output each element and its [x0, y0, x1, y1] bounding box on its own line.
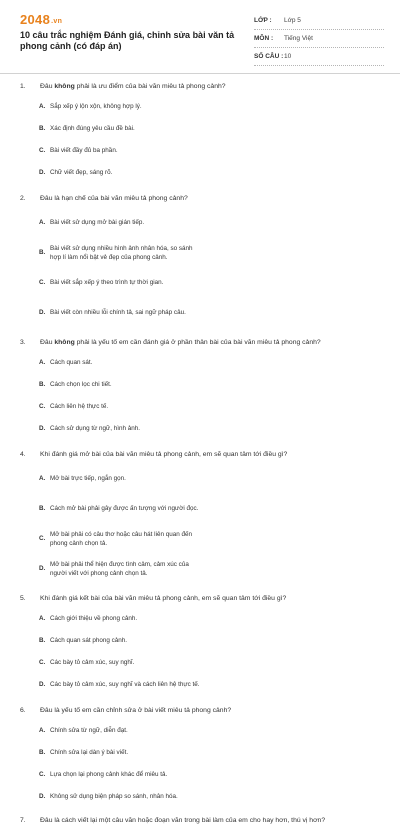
option-letter: C.	[39, 147, 46, 155]
option-text: Bài viết đầy đủ ba phần.	[50, 147, 118, 155]
option-c[interactable]	[39, 524, 211, 554]
stem-part: phải là yếu tố em cần đánh giá ở phần thân bài của bài văn miêu tả phong cảnh?	[74, 339, 321, 346]
site-logo[interactable]	[20, 12, 62, 27]
question-stem	[0, 336, 400, 350]
question-text	[40, 194, 380, 206]
option-letter: A.	[39, 219, 46, 227]
option-text: Sắp xếp ý lộn xộn, không hợp lý.	[50, 103, 142, 111]
option-text: Mở bài phải có câu thơ hoặc câu hát liên quan đến phong cảnh chọn tả.	[50, 530, 192, 547]
question-number: 4.	[20, 451, 26, 458]
stem-emphasis: không	[54, 339, 75, 346]
question-2	[0, 192, 400, 328]
option-grid	[0, 206, 400, 328]
meta-key: LỚP :	[254, 17, 272, 24]
option-text: Mở bài phải thể hiện được tình cảm, cảm xúc của người viết với phong cảnh chọn tả.	[50, 560, 189, 577]
option-a[interactable]	[39, 608, 211, 630]
stem-part: phải là ưu điểm của bài văn miêu tả phong cảnh?	[74, 83, 226, 90]
option-grid	[0, 718, 400, 808]
option-d[interactable]	[39, 786, 211, 808]
option-letter: C.	[39, 535, 46, 543]
option-letter: B.	[39, 637, 46, 645]
question-number: 2.	[20, 195, 26, 202]
meta-row-subject	[254, 30, 384, 48]
option-letter: B.	[39, 381, 46, 389]
option-a[interactable]	[39, 464, 211, 494]
stem-part: Đâu là hạn chế của bài văn miêu tả phong cảnh?	[40, 195, 188, 202]
meta-row-count	[254, 48, 384, 66]
option-letter: B.	[39, 749, 46, 757]
option-a[interactable]	[39, 96, 211, 118]
option-a[interactable]	[39, 352, 211, 374]
question-stem	[0, 704, 400, 718]
header-divider	[0, 73, 400, 74]
question-text	[40, 706, 380, 718]
question-6	[0, 704, 400, 808]
option-letter: B.	[39, 125, 46, 133]
meta-value: 10	[284, 53, 292, 60]
question-text	[40, 338, 380, 350]
question-5	[0, 592, 400, 696]
option-letter: C.	[39, 771, 46, 779]
document-title: 10 câu trắc nghiệm Đánh giá, chỉnh sửa bài văn tả phong cảnh (có đáp án)	[20, 30, 235, 51]
option-letter: A.	[39, 475, 46, 483]
option-text: Cách quan sát phong cảnh.	[50, 637, 128, 645]
option-letter: A.	[39, 727, 46, 735]
option-text: Chính sửa lại dàn ý bài viết.	[50, 749, 129, 757]
meta-key: SỐ CÂU :	[254, 53, 284, 60]
stem-part: Đâu là yếu tố em cần chỉnh sửa ở bài viết miêu tả phong cảnh?	[40, 707, 232, 714]
stem-emphasis: không	[54, 83, 75, 90]
option-text: Cách sử dụng từ ngữ, hình ảnh.	[50, 425, 141, 433]
question-7	[0, 816, 400, 826]
option-letter: A.	[39, 359, 46, 367]
stem-part: Đâu	[40, 339, 55, 346]
logo-text: 2048	[20, 12, 51, 27]
option-letter: C.	[39, 279, 46, 287]
option-letter: D.	[39, 793, 46, 801]
option-d[interactable]	[39, 554, 211, 584]
meta-table	[254, 12, 384, 66]
question-number: 7.	[20, 817, 26, 824]
stem-part: Đâu	[40, 83, 55, 90]
option-letter: D.	[39, 681, 46, 689]
option-text: Cách quan sát.	[50, 359, 93, 367]
question-number: 5.	[20, 595, 26, 602]
question-1	[0, 80, 400, 184]
option-b[interactable]	[39, 238, 211, 268]
option-c[interactable]	[39, 764, 211, 786]
question-text: Đâu là cách viết lại một câu văn hoặc đoạn văn trong bài làm của em cho hay hơn, thú vị hơn?	[40, 817, 326, 824]
question-number: 6.	[20, 707, 26, 714]
option-c[interactable]	[39, 396, 211, 418]
option-letter: C.	[39, 659, 46, 667]
meta-value: Tiếng Việt	[284, 35, 313, 42]
meta-key: MÔN :	[254, 35, 274, 42]
option-b[interactable]	[39, 494, 211, 524]
option-letter: B.	[39, 249, 46, 257]
option-text: Cách giới thiệu về phong cảnh.	[50, 615, 138, 623]
option-letter: B.	[39, 505, 46, 513]
option-letter: D.	[39, 425, 46, 433]
option-d[interactable]	[39, 162, 211, 184]
option-text: Cách liên hệ thực tế.	[50, 403, 109, 411]
option-d[interactable]	[39, 298, 211, 328]
option-letter: D.	[39, 309, 46, 317]
option-letter: C.	[39, 403, 46, 411]
question-3	[0, 336, 400, 440]
option-b[interactable]	[39, 118, 211, 140]
option-b[interactable]	[39, 630, 211, 652]
option-letter: A.	[39, 615, 46, 623]
option-text: Chính sửa từ ngữ, diễn đạt.	[50, 727, 128, 735]
option-text: Các bày tỏ cảm xúc, suy nghĩ.	[50, 659, 135, 667]
option-c[interactable]	[39, 140, 211, 162]
option-text: Bài viết sử dụng nhiều hình ảnh nhân hóa, so sánh hợp lí làm nổi bật vẻ đẹp của phong cảnh.	[50, 244, 193, 261]
option-text: Các bày tỏ cảm xúc, suy nghĩ và cách liên hệ thực tế.	[50, 681, 200, 689]
option-text: Không sử dụng biện pháp so sánh, nhân hóa.	[50, 793, 178, 801]
option-text: Bài viết sử dụng mở bài gián tiếp.	[50, 219, 145, 227]
question-number: 3.	[20, 339, 26, 346]
option-text: Lựa chọn lại phong cảnh khác để miêu tả.	[50, 771, 168, 779]
option-b[interactable]	[39, 374, 211, 396]
option-letter: D.	[39, 169, 46, 177]
stem-part: Khi đánh giá mở bài của bài văn miêu tả phong cảnh, em sẽ quan tâm tới điều gì?	[40, 451, 288, 458]
option-text: Chữ viết đẹp, sáng rõ.	[50, 169, 113, 177]
question-list	[0, 80, 400, 826]
option-grid	[0, 606, 400, 696]
question-stem	[0, 592, 400, 606]
option-letter: D.	[39, 565, 46, 573]
option-text: Bài viết còn nhiều lỗi chính tả, sai ngữ pháp câu.	[50, 309, 186, 317]
option-grid	[0, 94, 400, 184]
option-text: Xác định đúng yêu cầu đề bài.	[50, 125, 135, 133]
meta-value: Lớp 5	[284, 17, 301, 24]
option-text: Cách chọn lọc chi tiết.	[50, 381, 112, 389]
document-header	[0, 0, 400, 72]
option-d[interactable]	[39, 674, 211, 696]
option-d[interactable]	[39, 418, 211, 440]
option-grid	[0, 462, 400, 584]
question-stem	[0, 80, 400, 94]
logo-suffix: .vn	[51, 18, 63, 25]
stem-part: Khi đánh giá kết bài của bài văn miêu tả phong cảnh, em sẽ quan tâm tới điều gì?	[40, 595, 287, 602]
option-a[interactable]	[39, 720, 211, 742]
question-4	[0, 448, 400, 584]
question-text	[40, 450, 380, 462]
option-text: Cách mở bài phải gây được ấn tượng với người đọc.	[50, 505, 199, 513]
option-a[interactable]	[39, 208, 211, 238]
option-grid	[0, 350, 400, 440]
option-c[interactable]	[39, 268, 211, 298]
option-text: Mở bài trực tiếp, ngắn gọn.	[50, 475, 126, 483]
question-stem	[0, 192, 400, 206]
question-text	[40, 82, 380, 94]
question-text	[40, 594, 380, 606]
question-stem	[0, 448, 400, 462]
option-b[interactable]	[39, 742, 211, 764]
question-number: 1.	[20, 83, 26, 90]
option-c[interactable]	[39, 652, 211, 674]
meta-row-class	[254, 12, 384, 30]
option-text: Bài viết sắp xếp ý theo trình tự thời gian.	[50, 279, 164, 287]
option-letter: A.	[39, 103, 46, 111]
